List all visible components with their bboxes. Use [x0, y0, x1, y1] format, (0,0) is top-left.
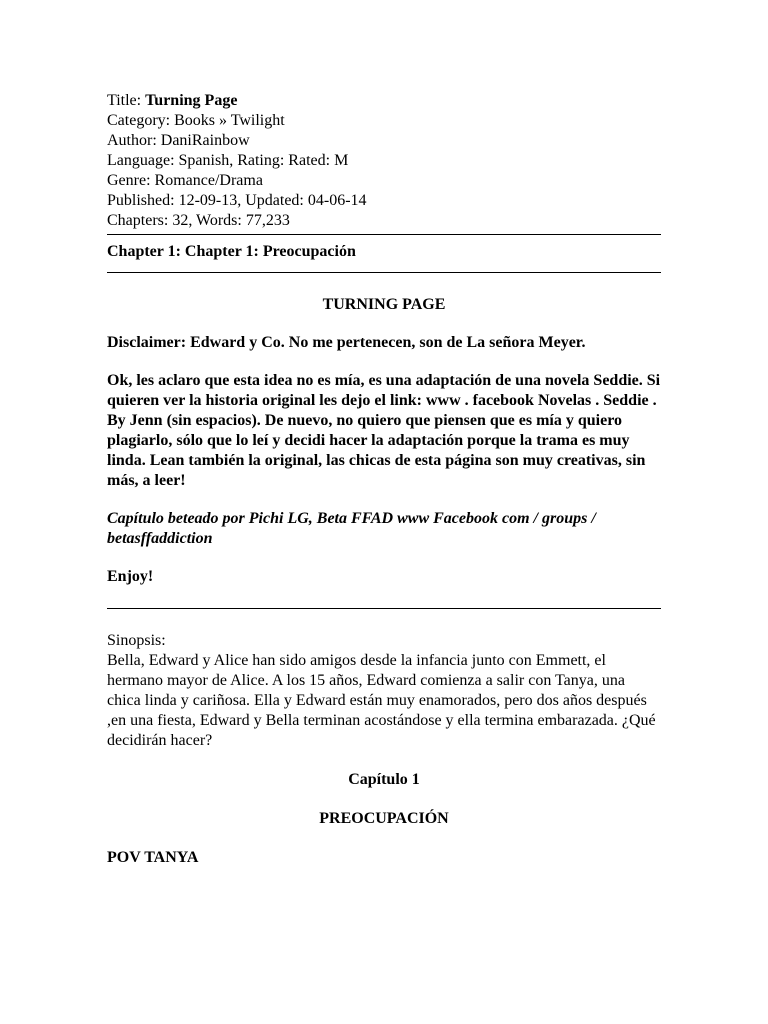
author-note: Ok, les aclaro que esta idea no es mía, es una adaptación de una novela Seddie. Si quieren ver la historia original les dejo el link: www . facebook Novelas . Seddie . By Jenn (sin espacios). De nuevo, no quiero que piensen que es mía y quiero plagiarlo, sólo que lo leí y decidi hacer la adaptación porque la trama es muy linda. Lean también la original, las chicas de esta página son muy creativas, sin más, a leer!: [107, 372, 661, 489]
language-line: Language: Spanish, Rating: Rated: M: [107, 152, 349, 169]
pov-heading: POV TANYA: [107, 849, 199, 866]
title-line: [107, 91, 661, 111]
document-page: [107, 91, 661, 868]
disclaimer-text: Disclaimer: Edward y Co. No me pertenecen, son de La señora Meyer.: [107, 334, 586, 351]
story-metadata: [107, 91, 661, 231]
beta-note: Capítulo beteado por Pichi LG, Beta FFAD www Facebook com / groups / betasffaddiction: [107, 510, 596, 547]
chapter-number: Capítulo 1: [348, 771, 420, 788]
chapter-heading: Chapter 1: Chapter 1: Preocupación: [107, 243, 356, 260]
category-line: Category: Books » Twilight: [107, 112, 285, 129]
chapter-title: PREOCUPACIÓN: [319, 810, 449, 827]
enjoy-text: Enjoy!: [107, 568, 154, 585]
divider-top: [107, 234, 661, 235]
chapters-line: Chapters: 32, Words: 77,233: [107, 212, 290, 229]
genre-line: Genre: Romance/Drama: [107, 172, 263, 189]
synopsis-text: Bella, Edward y Alice han sido amigos desde la infancia junto con Emmett, el hermano mayor de Alice. A los 15 años, Edward comienza a salir con Tanya, una chica linda y cariñosa. Ella y Edward están muy enamorados, pero dos años después ,en una fiesta, Edward y Bella terminan acostándose y ella termina embarazada. ¿Qué decidirán hacer?: [107, 652, 656, 749]
author-line: Author: DaniRainbow: [107, 132, 250, 149]
divider-chapter: [107, 272, 661, 273]
divider-synopsis: [107, 608, 661, 609]
title-label: Title:: [107, 92, 146, 109]
story-heading: TURNING PAGE: [322, 296, 446, 313]
story-title: Turning Page: [145, 92, 238, 109]
published-line: Published: 12-09-13, Updated: 04-06-14: [107, 192, 367, 209]
synopsis-label: Sinopsis:: [107, 632, 166, 649]
